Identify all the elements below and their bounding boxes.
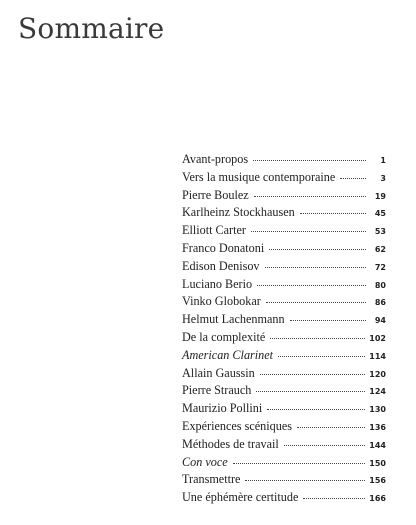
- dot-leader: [303, 497, 365, 499]
- toc-entry-page-number: 114: [369, 351, 386, 361]
- toc-entry-title: American Clarinet: [182, 347, 274, 362]
- table-of-contents: [182, 152, 386, 508]
- toc-entry[interactable]: [182, 419, 386, 437]
- toc-entry-title: Une éphémère certitude: [182, 490, 299, 505]
- toc-entry[interactable]: [182, 205, 386, 223]
- toc-entry-page-number: 150: [369, 458, 386, 468]
- toc-entry[interactable]: [182, 188, 386, 206]
- toc-entry[interactable]: [182, 259, 386, 277]
- toc-entry-page-number: 120: [369, 369, 386, 379]
- dot-leader: [340, 177, 366, 179]
- toc-entry[interactable]: [182, 277, 386, 295]
- toc-entry[interactable]: [182, 312, 386, 330]
- toc-entry[interactable]: [182, 383, 386, 401]
- toc-entry-title: Vers la musique contemporaine: [182, 169, 336, 184]
- dot-leader: [265, 266, 366, 268]
- toc-entry-page-number: 53: [374, 227, 386, 237]
- toc-entry-page-number: 124: [369, 387, 386, 397]
- page-title: Sommaire: [18, 12, 165, 45]
- toc-entry[interactable]: [182, 152, 386, 170]
- dot-leader: [245, 479, 365, 481]
- toc-entry-title: Avant-propos: [182, 152, 249, 166]
- toc-entry[interactable]: [182, 330, 386, 348]
- dot-leader: [260, 373, 366, 375]
- toc-entry[interactable]: [182, 472, 386, 490]
- toc-entry[interactable]: [182, 348, 386, 366]
- dot-leader: [254, 195, 366, 197]
- toc-entry-page-number: 102: [369, 333, 386, 343]
- toc-entry-title: Allain Gaussin: [182, 365, 255, 380]
- toc-entry-page-number: 144: [369, 440, 386, 450]
- toc-entry[interactable]: [182, 437, 386, 455]
- dot-leader: [233, 462, 366, 464]
- toc-entry-title: Pierre Strauch: [182, 383, 252, 398]
- toc-entry[interactable]: [182, 401, 386, 419]
- toc-entry-title: Maurizio Pollini: [182, 401, 263, 416]
- toc-entry[interactable]: [182, 241, 386, 259]
- dot-leader: [253, 159, 366, 161]
- toc-entry-page-number: 19: [374, 191, 386, 201]
- dot-leader: [278, 355, 365, 357]
- toc-entry-page-number: 72: [374, 262, 386, 272]
- toc-entry-title: Pierre Boulez: [182, 187, 249, 202]
- dot-leader: [267, 408, 365, 410]
- toc-entry[interactable]: [182, 223, 386, 241]
- toc-entry-page-number: 3: [380, 173, 386, 183]
- toc-entry[interactable]: [182, 366, 386, 384]
- toc-entry-page-number: 156: [369, 476, 386, 486]
- dot-leader: [270, 337, 365, 339]
- toc-entry-page-number: 1: [380, 156, 386, 165]
- dot-leader: [297, 426, 365, 428]
- toc-entry-page-number: 45: [374, 209, 386, 219]
- dot-leader: [257, 284, 366, 286]
- toc-entry-page-number: 86: [374, 298, 386, 308]
- toc-entry[interactable]: [182, 170, 386, 188]
- toc-entry-page-number: 130: [369, 405, 386, 415]
- toc-entry-title: Edison Denisov: [182, 258, 260, 273]
- toc-entry-title: Luciano Berio: [182, 276, 253, 291]
- toc-entry[interactable]: [182, 455, 386, 473]
- dot-leader: [266, 301, 366, 303]
- toc-entry-title: Franco Donatoni: [182, 240, 265, 255]
- dot-leader: [290, 319, 366, 321]
- toc-entry-title: Vinko Globokar: [182, 294, 261, 309]
- toc-entry-page-number: 80: [374, 280, 386, 290]
- toc-entry-title: Méthodes de travail: [182, 436, 279, 451]
- dot-leader: [251, 230, 366, 232]
- toc-entry-page-number: 62: [374, 244, 386, 254]
- toc-entry-title: Elliott Carter: [182, 223, 246, 238]
- toc-entry-title: Expériences scéniques: [182, 418, 292, 433]
- toc-entry-title: Karlheinz Stockhausen: [182, 205, 295, 220]
- toc-entry-page-number: 94: [374, 316, 386, 326]
- toc-entry-title: Transmettre: [182, 472, 241, 487]
- toc-entry-title: Con voce: [182, 454, 228, 469]
- toc-entry-page-number: 166: [369, 494, 386, 504]
- dot-leader: [300, 212, 366, 214]
- dot-leader: [269, 248, 366, 250]
- toc-entry-title: Helmut Lachenmann: [182, 312, 285, 327]
- toc-entry-title: De la complexité: [182, 329, 266, 344]
- toc-entry[interactable]: [182, 490, 386, 508]
- toc-entry[interactable]: [182, 294, 386, 312]
- dot-leader: [256, 390, 365, 392]
- toc-entry-page-number: 136: [369, 422, 386, 432]
- dot-leader: [284, 444, 366, 446]
